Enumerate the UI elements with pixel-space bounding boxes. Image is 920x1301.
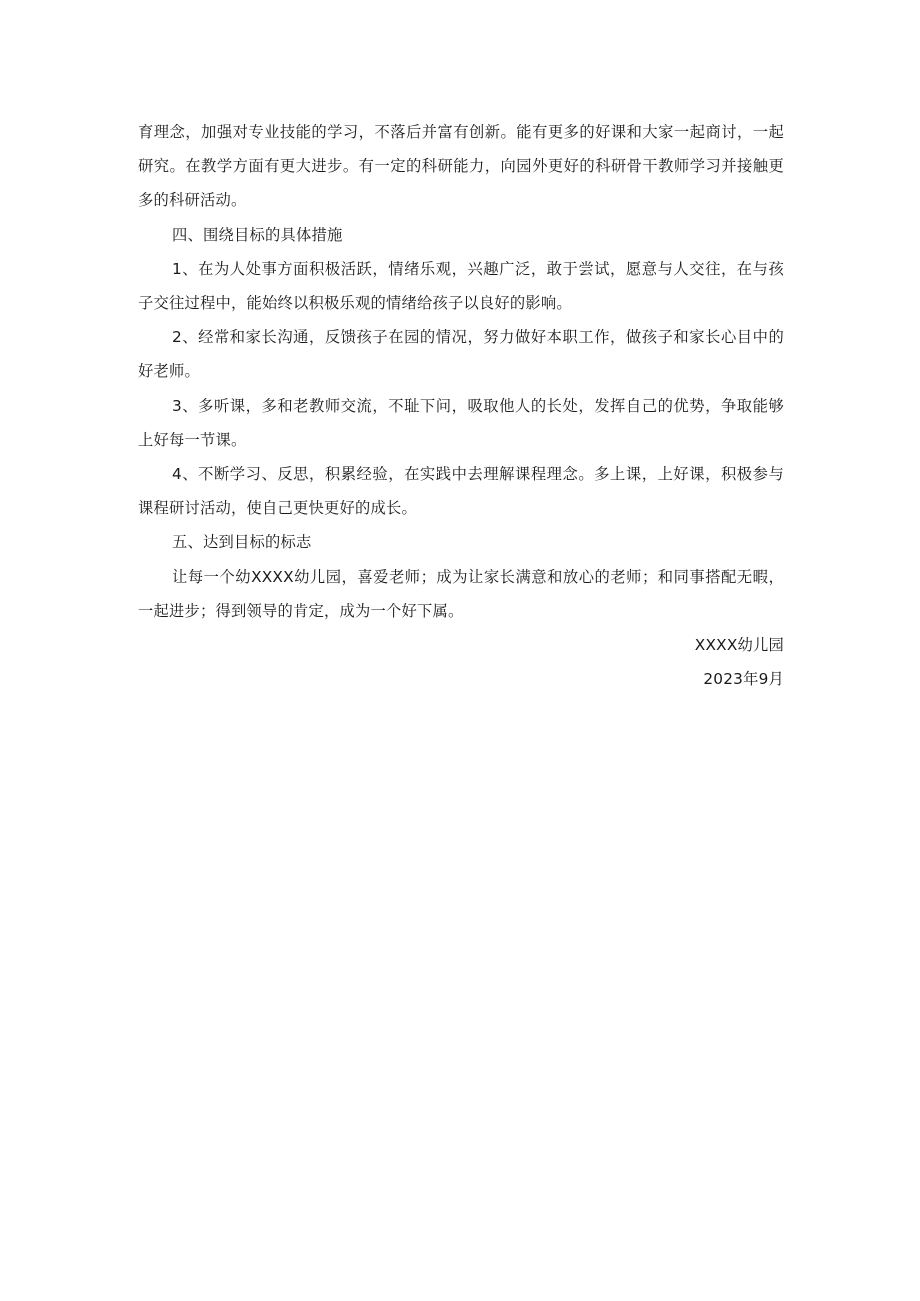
- continuation-paragraph: 育理念，加强对专业技能的学习，不落后并富有创新。能有更多的好课和大家一起商讨，一起研究。在教学方面有更大进步。有一定的科研能力，向园外更好的科研骨干教师学习并接触更多的科研活动。: [138, 123, 784, 210]
- measure-item-1: 1、在为人处事方面积极活跃，情绪乐观，兴趣广泛，敢于尝试，愿意与人交往，在与孩子交往过程中，能始终以积极乐观的情绪给孩子以良好的影响。: [138, 259, 784, 313]
- measure-item-3: 3、多听课，多和老教师交流，不耻下问，吸取他人的长处，发挥自己的优势，争取能够上好每一节课。: [138, 396, 784, 449]
- signature-org: XXXX幼儿园: [694, 636, 784, 655]
- measure-item-2: 2、经常和家长沟通，反馈孩子在园的情况，努力做好本职工作，做孩子和家长心目中的好老师。: [138, 328, 784, 381]
- section-5-body: 让每一个幼XXXX幼儿园，喜爱老师；成为让家长满意和放心的老师；和同事搭配无暇，一起进步；得到领导的肯定，成为一个好下属。: [138, 567, 784, 620]
- document-body: [138, 115, 784, 696]
- signature-date: 2023年9月: [703, 670, 784, 689]
- section-5-heading: 五、达到目标的标志: [172, 533, 312, 552]
- measure-item-4: 4、不断学习、反思，积累经验，在实践中去理解课程理念。多上课，上好课，积极参与课程研讨活动，使自己更快更好的成长。: [138, 465, 784, 518]
- section-4-heading: 四、围绕目标的具体措施: [172, 225, 343, 244]
